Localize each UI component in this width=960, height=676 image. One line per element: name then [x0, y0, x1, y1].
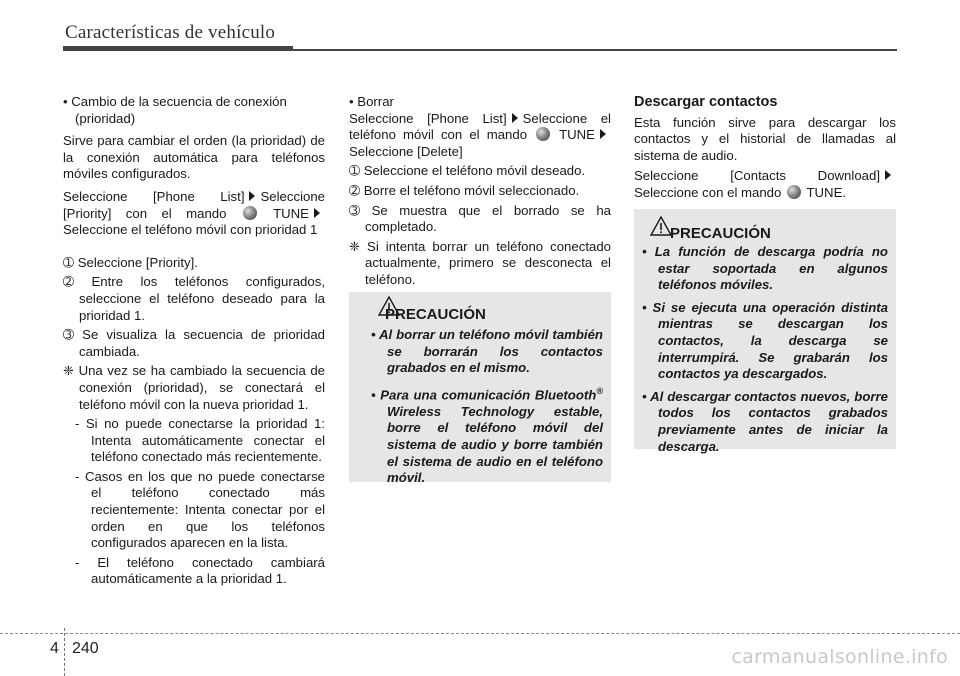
header-rule: [293, 49, 897, 51]
bullet-heading-sub: (prioridad): [75, 110, 136, 126]
instruction: Seleccione [Phone List] Seleccione el teléfono móvil con el mando TUNE Seleccione [Delete]: [349, 110, 611, 159]
watermark-text: carmanualsonline.info: [731, 646, 948, 668]
paragraph: Sirve para cambiar el orden (la prioridad) de la conexión automática para teléfonos móviles configurados.: [63, 133, 325, 182]
tune-knob-icon: [787, 185, 801, 199]
step-1: ➀ Seleccione [Priority].: [63, 254, 198, 270]
page-header-title: Características de vehículo: [65, 22, 276, 43]
note: ❈ Una vez se ha cambiado la secuencia de conexión (prioridad), se conectará el teléfono móvil con la nueva prioridad 1.: [63, 363, 325, 412]
caution-item: • Si se ejecuta una operación distinta mientras se descargan los contactos, la descarga se interrumpirá. Se grabarán los contactos ya descargados.: [642, 299, 888, 382]
caution-title: PRECAUCIÓN: [670, 225, 771, 242]
arrow-right-icon: [885, 170, 891, 180]
instruction: Seleccione [Contacts Download] Seleccione con el mando TUNE.: [634, 168, 896, 201]
chapter-number: 4: [50, 640, 59, 657]
caution-title: PRECAUCIÓN: [385, 306, 486, 323]
paragraph: Esta función sirve para descargar los contactos y el historial de llamadas al sistema de audio.: [634, 114, 896, 163]
arrow-right-icon: [314, 208, 320, 218]
caution-item: • Para una comunicación Bluetooth® Wireless Technology estable, borre el teléfono móvil del sistema de audio y borre también el sistema de audio en el teléfono móvil.: [371, 385, 603, 486]
note: ❈ Si intenta borrar un teléfono conectado actualmente, primero se desconecta el teléfono.: [349, 238, 611, 287]
caution-item: • La función de descarga podría no estar soportada en algunos teléfonos móviles.: [642, 244, 888, 293]
header-bar: [63, 46, 293, 51]
caution-item: • Al borrar un teléfono móvil también se borrarán los contactos grabados en el mismo.: [371, 327, 603, 376]
step-2: ➁ Borre el teléfono móvil seleccionado.: [349, 182, 580, 198]
step-3: ➂ Se muestra que el borrado se ha completado.: [349, 202, 611, 235]
dash-item: - Casos en los que no puede conectarse el teléfono conectado más recientemente: Intenta conectar por el orden en que los teléfonos configurados aparecen en la lista.: [75, 468, 325, 551]
arrow-right-icon: [249, 191, 255, 201]
footer-divider: [64, 628, 65, 676]
caution-box: [349, 292, 611, 486]
step-3: ➂ Se visualiza la secuencia de prioridad cambiada.: [63, 327, 325, 359]
caution-item: • Al descargar contactos nuevos, borre todos los contactos grabados previamente antes de iniciar la descarga.: [642, 388, 888, 454]
page-number: 240: [72, 640, 99, 657]
step-1: ➀ Seleccione el teléfono móvil deseado.: [349, 163, 586, 179]
right-column: [634, 94, 896, 202]
step-2: ➁ Entre los teléfonos configurados, seleccione el teléfono deseado para la prioridad 1.: [63, 274, 325, 323]
bullet-heading: • Cambio de la secuencia de conexión: [63, 94, 287, 109]
bullet-heading: • Borrar: [349, 94, 394, 109]
tune-knob-icon: [243, 206, 257, 220]
warning-triangle-icon: [650, 216, 672, 236]
caution-box: [634, 209, 896, 454]
tune-knob-icon: [536, 127, 550, 141]
middle-column: [349, 94, 611, 289]
arrow-right-icon: [600, 129, 606, 139]
section-title: Descargar contactos: [634, 94, 778, 110]
instruction: Seleccione [Phone List] Seleccione [Priority] con el mando TUNE Seleccione el teléfono móvil con prioridad 1: [63, 188, 325, 238]
dash-item: - El teléfono conectado cambiará automáticamente a la prioridad 1.: [75, 554, 325, 587]
left-column: [63, 94, 325, 588]
arrow-right-icon: [512, 113, 518, 123]
footer-rule: [0, 633, 960, 634]
dash-item: - Si no puede conectarse la prioridad 1: Intenta automáticamente conectar el teléfono conectado más recientemente.: [75, 416, 325, 465]
